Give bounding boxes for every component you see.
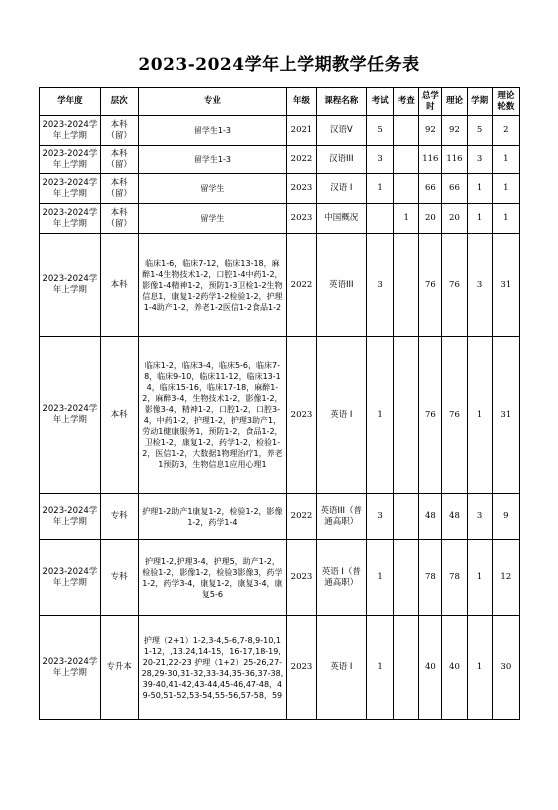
column-header: 层次: [100, 88, 138, 116]
cell-term: 5: [467, 116, 492, 146]
cell-level: 专科: [100, 494, 138, 540]
cell-level: 本科（留）: [100, 116, 138, 146]
cell-grade: 2023: [287, 337, 316, 494]
cell-course: 英语 I（普通高职）: [316, 540, 366, 616]
cell-course: 英语III: [316, 234, 366, 337]
cell-exam: 3: [366, 234, 393, 337]
cell-year: 2023-2024学年上学期: [40, 494, 101, 540]
column-header: 课程名称: [316, 88, 366, 116]
table-row: [40, 494, 520, 540]
cell-exam: 1: [366, 337, 393, 494]
cell-level: 专升本: [100, 616, 138, 720]
cell-year: 2023-2024学年上学期: [40, 146, 101, 174]
cell-rounds: 30: [492, 616, 519, 720]
table-row: [40, 204, 520, 234]
cell-term: 1: [467, 540, 492, 616]
cell-check: [394, 146, 419, 174]
table-row: [40, 540, 520, 616]
cell-theory: 66: [442, 174, 467, 204]
cell-check: [394, 540, 419, 616]
cell-rounds: 9: [492, 494, 519, 540]
cell-exam: 1: [366, 174, 393, 204]
cell-theory: 40: [442, 616, 467, 720]
cell-check: [394, 234, 419, 337]
cell-course: 英语 I: [316, 616, 366, 720]
cell-hours: 92: [419, 116, 442, 146]
cell-major: 护理1-2助产1康复1-2，检验1-2，影像1-2，药学1-4: [138, 494, 287, 540]
cell-exam: 1: [366, 540, 393, 616]
column-header: 理论: [442, 88, 467, 116]
cell-rounds: 1: [492, 174, 519, 204]
cell-term: 1: [467, 204, 492, 234]
cell-level: 本科（留）: [100, 146, 138, 174]
cell-level: 本科（留）: [100, 204, 138, 234]
cell-term: 1: [467, 616, 492, 720]
cell-exam: 3: [366, 494, 393, 540]
cell-rounds: 31: [492, 337, 519, 494]
cell-grade: 2022: [287, 494, 316, 540]
cell-check: [394, 616, 419, 720]
cell-major: 留学生1-3: [138, 116, 287, 146]
cell-major: 护理1-2,护理3-4，护理5，助产1-2，检验1-2，影像1-2，检验3影像3，药学1-2，药学3-4，康复1-2，康复3-4，康复5-6: [138, 540, 287, 616]
cell-hours: 40: [419, 616, 442, 720]
cell-course: 英语III（普通高职）: [316, 494, 366, 540]
cell-major: 留学生: [138, 204, 287, 234]
table-row: [40, 337, 520, 494]
cell-course: 汉语III: [316, 146, 366, 174]
cell-check: [394, 494, 419, 540]
cell-major: 留学生1-3: [138, 146, 287, 174]
column-header: 考查: [394, 88, 419, 116]
cell-theory: 92: [442, 116, 467, 146]
table-header-row: [40, 88, 520, 116]
cell-theory: 76: [442, 234, 467, 337]
cell-grade: 2023: [287, 616, 316, 720]
column-header: 总学时: [419, 88, 442, 116]
task-table: [39, 87, 520, 720]
cell-check: 1: [394, 204, 419, 234]
cell-course: 汉语 I: [316, 174, 366, 204]
page-title: 2023-2024学年上学期教学任务表: [138, 55, 420, 75]
cell-theory: 48: [442, 494, 467, 540]
cell-theory: 116: [442, 146, 467, 174]
cell-grade: 2023: [287, 204, 316, 234]
cell-major: 临床1-2，临床3-4，临床5-6，临床7-8，临床9-10，临床11-12，临床13-14，临床15-16，临床17-18，麻醉1-2，麻醉3-4，生物技术1-2，影像1-2，影像3-4，精神1-2，口腔1-2，口腔3-4，中药1-2，护理1-2，护理3助产1，劳动1健康服务1，预防1-2，食品1-2，卫检1-2，康复1-2，药学1-2，检验1-2，医信1-2，大数据1物理治疗1，养老1预防3，生物信息1应用心理1: [138, 337, 287, 494]
cell-grade: 2022: [287, 234, 316, 337]
cell-term: 1: [467, 337, 492, 494]
cell-major: 护理（2+1）1-2,3-4,5-6,7-8,9-10,11-12，,13.24,14-15，16-17,18-19,20-21,22-23 护理（1+2）25-26,27-28,29-30,31-32,33-34,35-36,37-38,39-40,41-42,43-44,45-46,47-48，49-50,51-52,53-54,55-56,57-58，59: [138, 616, 287, 720]
cell-hours: 78: [419, 540, 442, 616]
cell-rounds: 1: [492, 146, 519, 174]
cell-level: 专科: [100, 540, 138, 616]
cell-year: 2023-2024学年上学期: [40, 116, 101, 146]
cell-exam: 3: [366, 146, 393, 174]
cell-rounds: 1: [492, 204, 519, 234]
cell-hours: 66: [419, 174, 442, 204]
column-header: 理论轮数: [492, 88, 519, 116]
cell-term: 1: [467, 174, 492, 204]
column-header: 考试: [366, 88, 393, 116]
cell-term: 3: [467, 494, 492, 540]
cell-rounds: 31: [492, 234, 519, 337]
cell-hours: 48: [419, 494, 442, 540]
cell-course: 英语 I: [316, 337, 366, 494]
cell-year: 2023-2024学年上学期: [40, 234, 101, 337]
cell-theory: 20: [442, 204, 467, 234]
cell-year: 2023-2024学年上学期: [40, 540, 101, 616]
cell-theory: 78: [442, 540, 467, 616]
cell-year: 2023-2024学年上学期: [40, 204, 101, 234]
cell-term: 3: [467, 234, 492, 337]
table-row: [40, 234, 520, 337]
table-row: [40, 616, 520, 720]
cell-grade: 2022: [287, 146, 316, 174]
cell-grade: 2023: [287, 540, 316, 616]
cell-grade: 2023: [287, 174, 316, 204]
cell-year: 2023-2024学年上学期: [40, 174, 101, 204]
cell-major: 临床1-6，临床7-12，临床13-18，麻醉1-4生物技术1-2，口腔1-4中药1-2，影像1-4精神1-2，预防1-3卫检1-2生物信息1，康复1-2药学1-2检验1-2，护理1-4助产1-2，养老1-2医信1-2食品1-2: [138, 234, 287, 337]
cell-check: [394, 337, 419, 494]
cell-exam: 5: [366, 116, 393, 146]
cell-rounds: 2: [492, 116, 519, 146]
cell-hours: 116: [419, 146, 442, 174]
cell-grade: 2021: [287, 116, 316, 146]
cell-hours: 76: [419, 234, 442, 337]
cell-check: [394, 174, 419, 204]
cell-year: 2023-2024学年上学期: [40, 616, 101, 720]
cell-course: 汉语V: [316, 116, 366, 146]
cell-exam: [366, 204, 393, 234]
cell-level: 本科: [100, 337, 138, 494]
cell-theory: 76: [442, 337, 467, 494]
column-header: 专业: [138, 88, 287, 116]
table-row: [40, 146, 520, 174]
cell-hours: 20: [419, 204, 442, 234]
column-header: 年级: [287, 88, 316, 116]
cell-check: [394, 116, 419, 146]
cell-exam: 1: [366, 616, 393, 720]
cell-course: 中国概况: [316, 204, 366, 234]
cell-term: 3: [467, 146, 492, 174]
cell-rounds: 12: [492, 540, 519, 616]
table-row: [40, 174, 520, 204]
cell-major: 留学生: [138, 174, 287, 204]
column-header: 学年度: [40, 88, 101, 116]
cell-level: 本科: [100, 234, 138, 337]
table-row: [40, 116, 520, 146]
cell-hours: 76: [419, 337, 442, 494]
cell-level: 本科（留）: [100, 174, 138, 204]
column-header: 学期: [467, 88, 492, 116]
cell-year: 2023-2024学年上学期: [40, 337, 101, 494]
